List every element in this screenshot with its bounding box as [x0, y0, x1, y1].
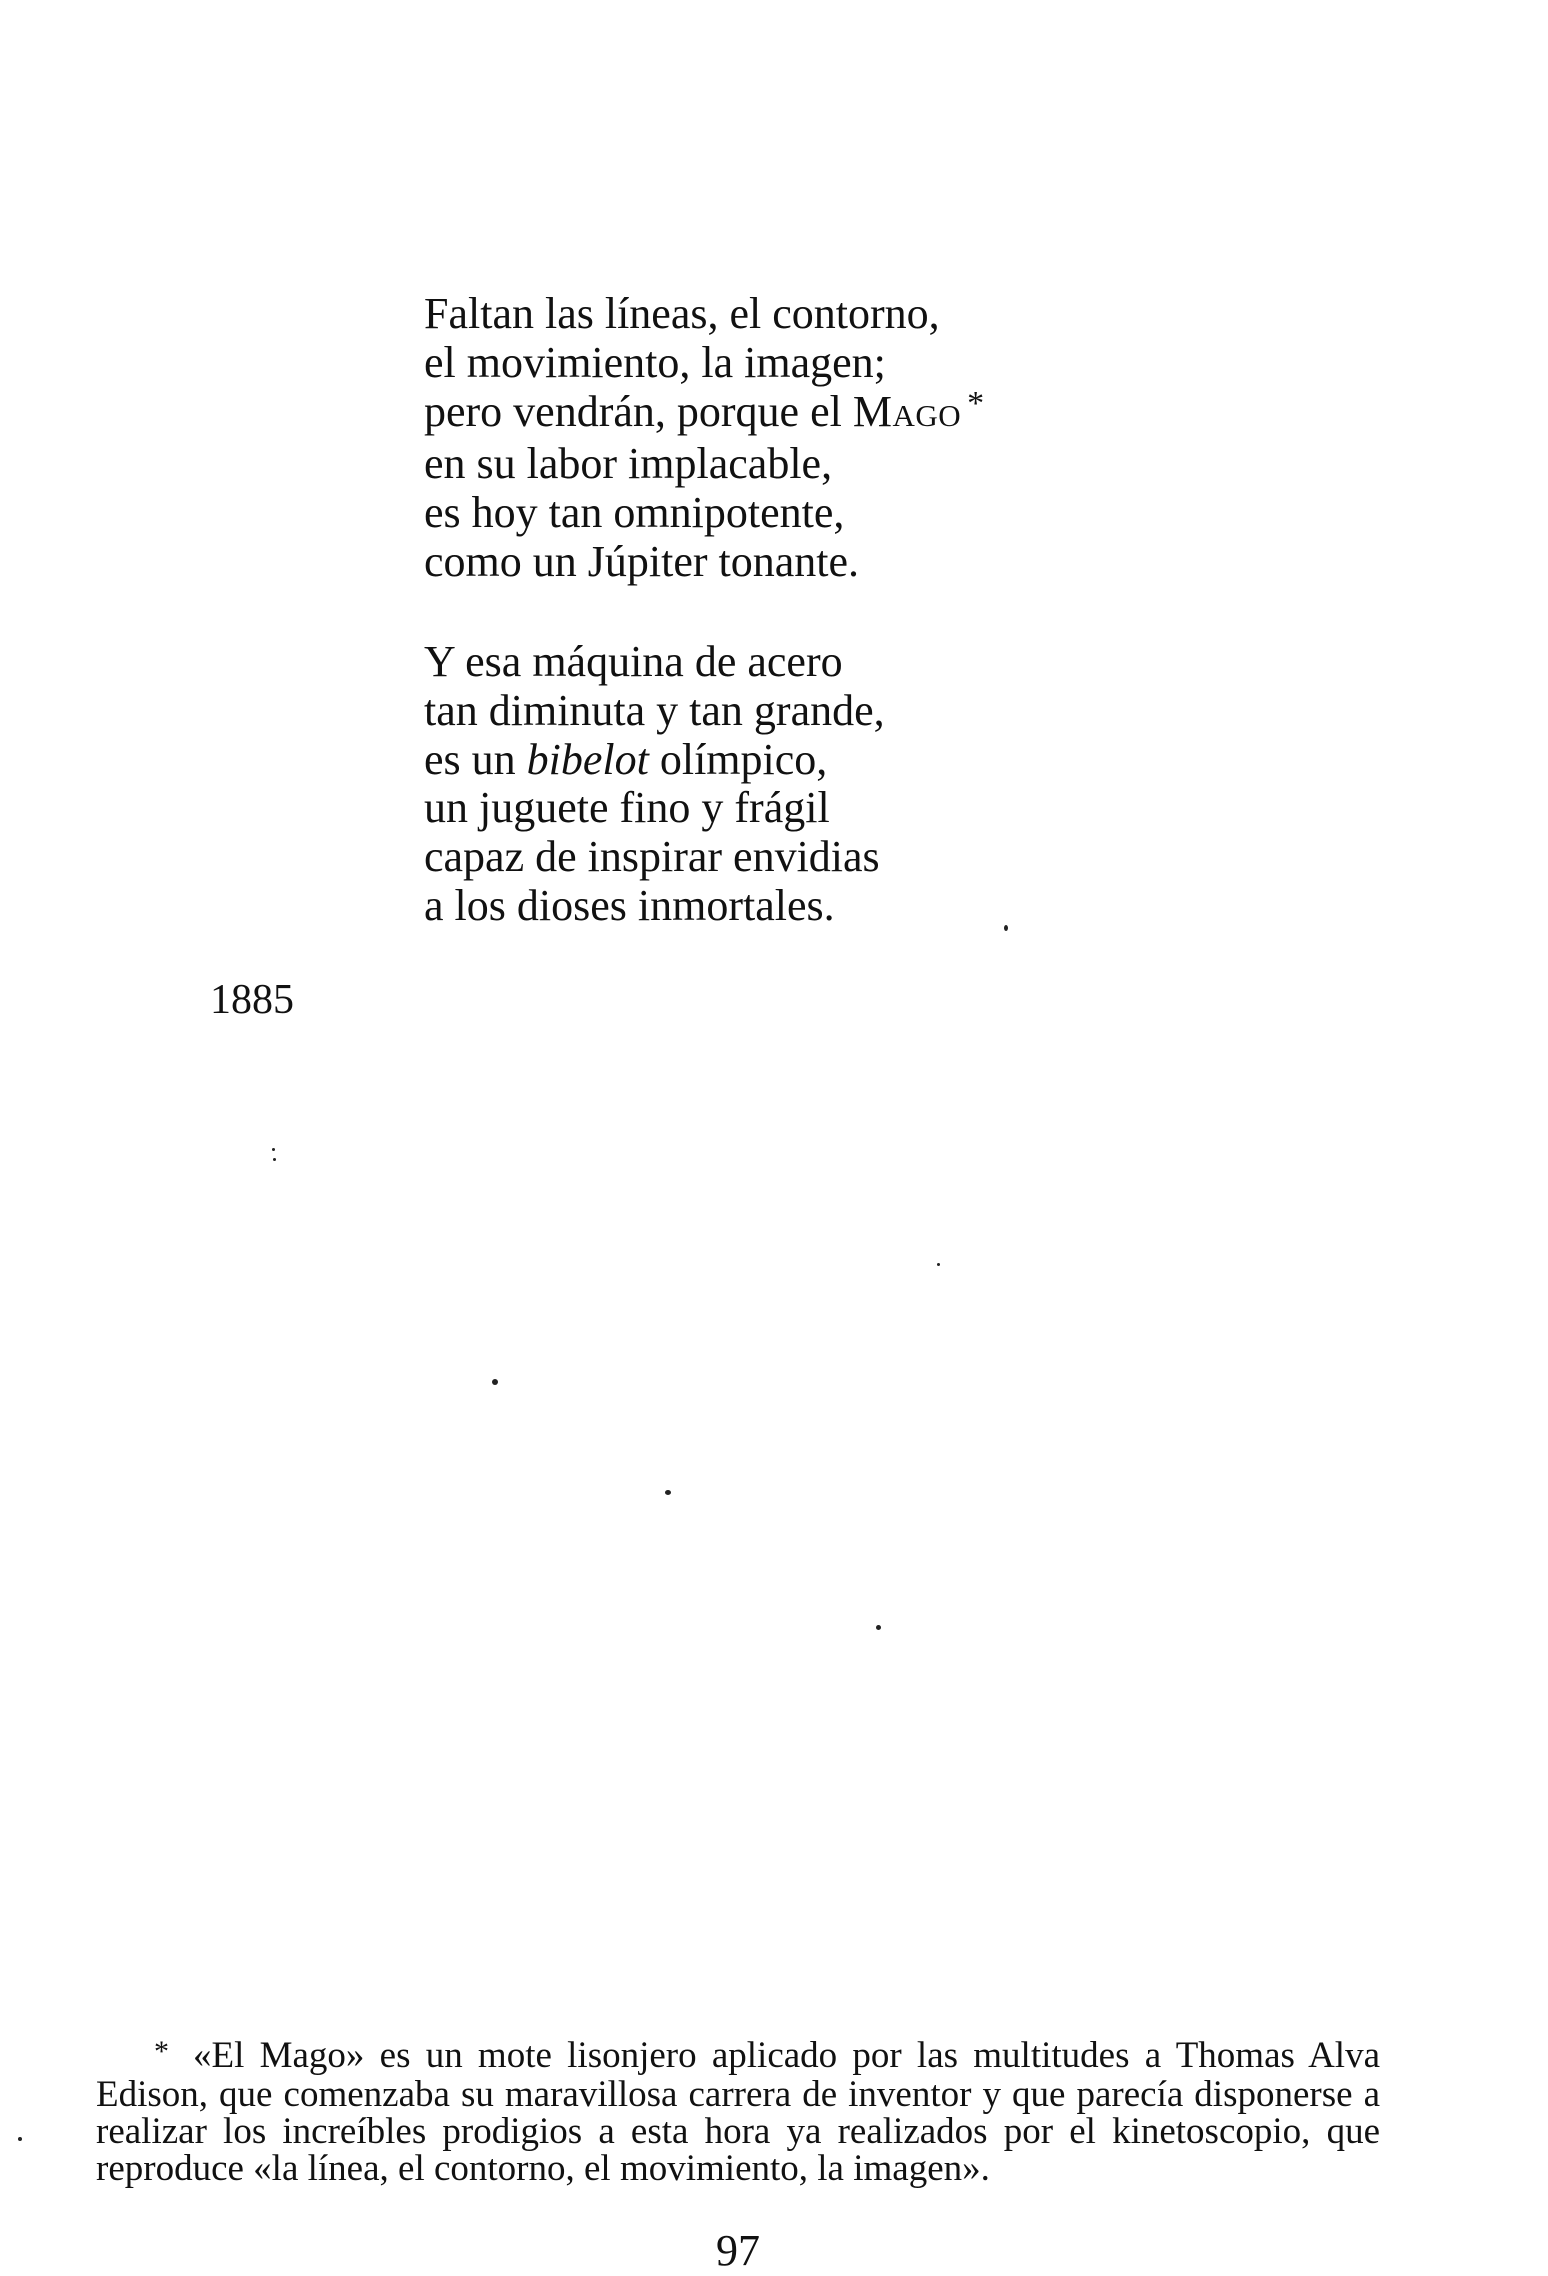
- verse-line-with-footnote-ref: [424, 384, 985, 441]
- poem-stanza-1: [424, 290, 984, 587]
- mago-word: Mago: [852, 386, 962, 436]
- scan-speck: [1004, 925, 1008, 931]
- footnote-text: «El Mago» es un mote lisonjero aplicado por las multitudes a Thomas Alva Edison, que comenzaba su maravillosa carrera de inventor y que parecía disponerse a realizar los increíbles prodigios a esta hora ya realizados por el kinetoscopio, que reproduce «la línea, el contorno, el movimiento, la imagen».: [96, 2035, 1380, 2189]
- verse-line: como un Júpiter tonante.: [424, 536, 860, 586]
- italic-word: bibelot: [526, 734, 649, 784]
- scan-speck: [665, 1490, 671, 1495]
- verse-line: Y esa máquina de acero: [424, 637, 843, 686]
- scan-speck: [876, 1625, 881, 1630]
- scan-speck: [18, 2137, 22, 2141]
- verse-line-with-italic: [424, 736, 885, 785]
- verse-line: el movimiento, la imagen;: [424, 337, 886, 387]
- verse-line: Faltan las líneas, el contorno,: [424, 289, 940, 338]
- poem-date: 1885: [210, 977, 294, 1023]
- footnote: [96, 2037, 1380, 2187]
- verse-line: a los dioses inmortales.: [424, 880, 835, 930]
- page-number: 97: [716, 2226, 760, 2275]
- scan-speck: [273, 1158, 276, 1161]
- verse-line: capaz de inspirar envidias: [424, 832, 880, 882]
- footnote-mark: *: [154, 2035, 169, 2068]
- verse-line: un juguete fino y frágil: [424, 783, 830, 833]
- footnote-reference-mark: *: [967, 384, 985, 422]
- verse-text: es un: [424, 734, 516, 784]
- scan-speck: [937, 1263, 940, 1266]
- scan-speck: [492, 1379, 498, 1385]
- verse-line: es hoy tan omnipotente,: [424, 488, 845, 538]
- verse-text: pero vendrán, porque el: [424, 386, 842, 436]
- poem-stanza-2: [424, 638, 885, 931]
- scan-speck: [272, 1148, 275, 1151]
- verse-line: en su labor implacable,: [424, 439, 833, 489]
- verse-line: tan diminuta y tan grande,: [424, 685, 885, 735]
- verse-text: olímpico,: [659, 734, 828, 784]
